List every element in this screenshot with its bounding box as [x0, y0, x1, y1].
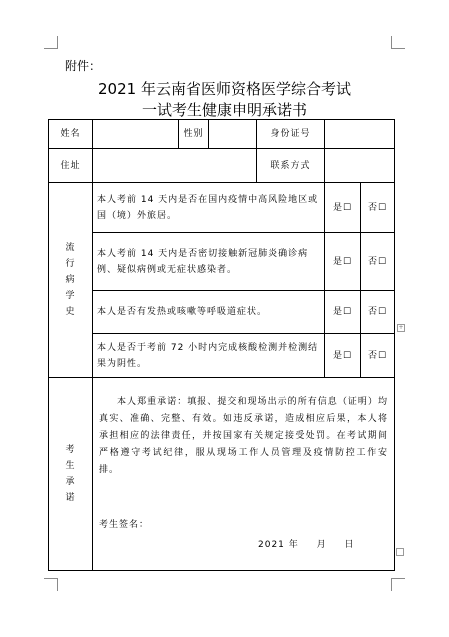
q2-yes-checkbox[interactable]: 是☐ [325, 233, 361, 291]
q1-no-checkbox[interactable]: 否☐ [361, 183, 395, 233]
crop-mark-tl-v [57, 36, 58, 49]
contact-value-cell[interactable] [325, 149, 395, 183]
q1-yes-checkbox[interactable]: 是☐ [325, 183, 361, 233]
label-char: 学 [65, 291, 76, 301]
contact-label: 联系方式 [257, 149, 325, 183]
pledge-text: 本人郑重承诺：填报、提交和现场出示的所有信息（证明）均真实、准确、完整、有效。如违反承诺，造成相应后果，本人将承担相应的法律责任，并按国家有关规定接受处罚。在考试期间严格遵守考试纪律，服从现场工作人员管理及疫情防控工作安排。 [99, 397, 389, 475]
address-value-cell[interactable] [93, 149, 257, 183]
label-char: 史 [65, 307, 76, 317]
label-char: 流 [65, 243, 76, 253]
crop-mark-bl-h [44, 578, 58, 579]
q3-yes-checkbox[interactable]: 是☐ [325, 291, 361, 334]
label-char: 生 [65, 461, 76, 471]
label-char: 承 [65, 477, 76, 487]
label-char: 行 [65, 259, 76, 269]
crop-mark-br-v [391, 578, 392, 591]
label-char: 诺 [65, 493, 76, 503]
question-2: 本人考前 14 天内是否密切接触新冠肺炎确诊病例、疑似病例或无症状感染者。 [93, 233, 325, 291]
id-number-value-cell[interactable] [325, 120, 395, 149]
signature-label: 考生签名： [99, 520, 150, 530]
crop-mark-br-h [391, 578, 405, 579]
health-declaration-table [48, 119, 395, 571]
crop-mark-tr-v [391, 36, 392, 49]
q2-no-checkbox[interactable]: 否☐ [361, 233, 395, 291]
crop-mark-tl-h [44, 48, 58, 49]
date-day: 日 [344, 540, 355, 550]
address-label: 住址 [49, 149, 93, 183]
crop-mark-bl-v [57, 578, 58, 591]
candidate-pledge-label [49, 378, 93, 571]
label-char: 考 [65, 445, 76, 455]
date-line [258, 537, 369, 550]
date-year: 2021 年 [258, 540, 299, 550]
epidemiology-history-label [49, 183, 93, 378]
date-month: 月 [316, 540, 327, 550]
question-1: 本人考前 14 天内是否在国内疫情中高风险地区或国（境）外旅居。 [93, 183, 325, 233]
q4-yes-checkbox[interactable]: 是☐ [325, 334, 361, 378]
table-add-row-handle[interactable]: + [398, 324, 404, 331]
q3-no-checkbox[interactable]: 否☐ [361, 291, 395, 334]
label-char: 病 [65, 275, 76, 285]
page-subtitle: 一试考生健康申明承诺书 [141, 101, 307, 119]
gender-value-cell[interactable] [209, 120, 257, 149]
question-4: 本人是否于考前 72 小时内完成核酸检测并检测结果为阴性。 [93, 334, 325, 378]
attachment-label: 附件： [65, 59, 102, 73]
question-3: 本人是否有发热或咳嗽等呼吸道症状。 [93, 291, 325, 334]
gender-label: 性别 [179, 120, 209, 149]
crop-mark-tr-h [391, 48, 405, 49]
table-resize-handle[interactable] [396, 548, 404, 556]
q4-no-checkbox[interactable]: 否☐ [361, 334, 395, 378]
name-label: 姓名 [49, 120, 93, 149]
page-title: 2021 年云南省医师资格医学综合考试 [98, 80, 351, 98]
name-value-cell[interactable] [93, 120, 179, 149]
id-number-label: 身份证号 [257, 120, 325, 149]
